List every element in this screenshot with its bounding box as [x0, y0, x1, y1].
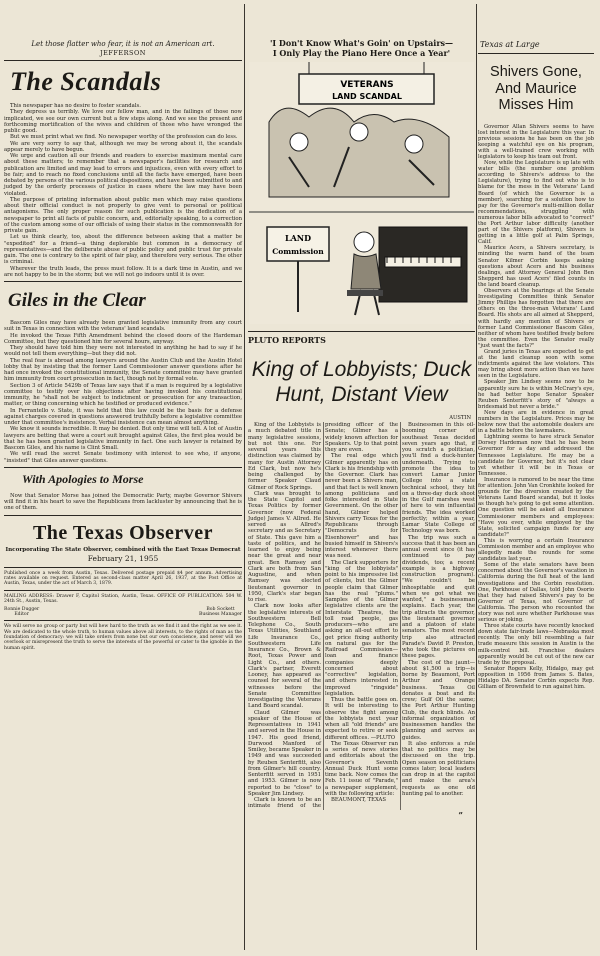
cartoon-caption-line-2: I Only Play the Piano Here Once a Year': [272, 48, 451, 58]
king-paragraph: Claud Gilmer was speaker of the House of Representatives in 1941 and served in the House in 1947. His good friend, Durwood Manford of Smiley, became Speaker in 1949 and was succeeded by Reuben Senterfitt, also from Gilmer's hill country. Senterfitt served in 1951 and 1953. Gilmer is now reported to be "close" to Speaker Jim Lindsey.: [248, 709, 321, 797]
scandals-editorial: [4, 103, 242, 278]
shivers-paragraph: Governor Allan Shivers seems to have lost interest in the Legislature this year. In previous sessions he has been on the job keeping a watchful eye on his program, with a well-trained crew working with legislators to keep his team out front.: [478, 123, 594, 160]
king-paragraph: The Clark supporters for "king of the lobbyists" point to his impressive list of clients, but the Gilmer people claim that Gilmer has the real "plums." Samples of the Gilmer legislative clients are the Interstate Theatres, the toll road people, gas producers—who are asking an all-out effort to get price fixing authority on natural gas for the Railroad Commission—loan and finance companies deeply concerned about "corrective" legislation, and others interested in improved "ringside" legislation.: [325, 559, 398, 697]
cartoon-sign-veterans: VETERANS: [340, 80, 394, 90]
king-paragraph: The cost of the jaunt—about $1,500 a trip—is borne by Beaumont, Port Arthur and Orange business. Texas Oil donates a boat and its crew; Gulf Oil the same; the Port Arthur Hunting Club, the duck blinds. An informal organization of businessmen handles the planning and serves as guides.: [402, 659, 475, 741]
giles-paragraph: In Ferrantello v. State, it was held that this law could be the basis for a defense against charges covered in questions answered truthfully before a legislative committee under that committee's insistence. Verbal insistence can mean almost anything.: [4, 407, 242, 426]
shivers-paragraph: Some of the state senators have been concerned about the Governor's vacation in California during the full heat of the land investigations and the Corbin resolution. One, Parkhouse of Dallas, told John Osorio that they had raised Shivers's pay to be Governor of Texas, not Governor of California. The person who recounted the story was not sure whether Parkhouse was serious or joking.: [478, 562, 594, 624]
scandals-paragraph: But we must print what we find. No newspaper worthy of the profession can do less.: [10, 134, 238, 141]
divider: [248, 331, 475, 332]
giles-paragraph: They should have told him they were not interested in anything he had to say if he would not tell them everything—but they did not.: [4, 345, 242, 358]
jefferson-quote: [4, 40, 242, 57]
staff-box: [4, 607, 242, 618]
divider: [4, 567, 242, 568]
business-manager: [199, 607, 242, 618]
right-column: [478, 0, 594, 690]
shivers-paragraph: Senator Rogers Kelly, Hidalgo, may get opposition in 1956 from James S. Bates, Hidalgo DA. Senator Corbin expects Rep. Gilliam of Brownfield to run against him.: [478, 665, 594, 691]
divider: [4, 590, 242, 591]
masthead-subtitle: Incorporating The State Observer, combined with the East Texas Democrat: [5, 546, 241, 553]
shivers-paragraph: Grand juries in Texas are expected to get at the land cleanup soon with some indictments against the law violators. This may bring about more action than we have seen in the Legislature.: [478, 348, 594, 380]
giles-paragraph: The real fear is abroad among lawyers around the Austin Club and the Austin Hotel lobby that by insisting that the former Land Commissioner answer questions after he had once invoked the constitutional immunity, the Senate committee may have granted him immunity from court prosecution in fact, though not by formal vote.: [4, 357, 242, 383]
editorial-cartoon: [249, 62, 474, 324]
masthead-title: The Texas Observer: [32, 521, 214, 544]
king-paragraph: Clark is known to be an intimate friend of the presiding officer of the Senate; Gilmer has a widely known affection for Speakers. Up to that point they are even.: [248, 422, 398, 810]
shivers-paragraph: Insurance is rumored to be near the time for attention. John Van Cronkhite looked for grounds for the diversion created by the Veterans Land Board scandal, but it looks as though he's going to get some attention. One question will be asked all Insurance Commissioner members and employees: "Have you ever, while employed by the State, solicited campaign funds for any candidate?": [478, 476, 594, 538]
cartoon-caption-line-1: 'I Don't Know What's Goin' on Upstairs—: [269, 38, 454, 48]
end-mark: ”: [458, 809, 463, 820]
divider: [4, 620, 242, 621]
shivers-paragraph: Lightning seems to have struck Senator Dorsey Hardeman now that he has been Governor for a day and addressed the Tennessee Legislature. He may be a candidate for Governor, but it's not clear yet whether it will be in Texas or Tennessee.: [478, 434, 594, 477]
cartoon-sign-land: LAND: [284, 233, 312, 243]
giles-paragraph: Bascom Giles may have already been granted legislative immunity from any court suit in Texas in connection with the veterans' land scandals.: [4, 320, 242, 333]
shivers-paragraph: This is worrying a certain Insurance Commission member and an employee who allegedly made the rounds for some candidates last year.: [478, 537, 594, 563]
king-paragraph: King of the Lobbyists is a much debated title in many legislative sessions, but not this one. For several years this distinction was claimed by many for Austin Attorney Ed Clark, but now he's being challenged by former Speaker Claud Gilmer of Rock Springs.: [248, 422, 321, 491]
editorial-pledge: We will serve no group or party but will hew hard to the truth as we find it and the right as we see it. We are dedicated to the whole truth, to human values above all interests, to the rights of man as the foundation of democracy: we will take orders from none but our own conscience, and never will we overlook or misrepresent the truth to serve the interests of the powerful or cater to the ignoble in the human spirit.: [4, 624, 242, 651]
scandals-paragraph: We are very sorry to say that, although we may be wrong about it, the scandals appear merely to have begun.: [4, 140, 242, 153]
king-paragraph: It also enforces a rule that no politics may be discussed on the trip. Open season on politicians comes later; local leaders can drop in at the capitol and make the area's requests as one old hunting pal to another.: [402, 740, 475, 797]
divider: [4, 515, 242, 516]
apologies-paragraph: Now that Senator Morse has joined the Democratic Party, maybe Governor Shivers will find it in his heart to save the Republicans from lackluster by announcing that he is one of them.: [4, 492, 242, 512]
shivers-paragraph: New days are in evidence in great numbers in the Legislature. Prices may be below now that the automobile dealers are in a battle before the lawmakers.: [478, 409, 594, 435]
divider: [4, 60, 242, 61]
divider: [4, 467, 242, 468]
giles-paragraph: He invoked the Texas Fifth Amendment behind the closed doors of the Hardeman Committee, but they questioned him for several hours, anyway.: [4, 332, 242, 345]
divider: [478, 53, 594, 54]
dateline: AUSTIN: [449, 415, 471, 421]
editor: [4, 607, 39, 618]
divider: [4, 281, 242, 282]
apologies-editorial: [4, 493, 242, 512]
king-paragraph: Thus the battle goes on. It will be interesting to observe the fight among the lobbyists next year when all "old friends" are expected to retire or seek different offices. —PLUTO: [325, 697, 398, 741]
editor-name: Ronnie Dugger: [4, 606, 40, 612]
king-paragraph: Businessmen in this oil-booming corner of southeast Texas decided seven years ago that, if you scratch a politician, you'll find a duck-hunter underneath. Trying to promote the idea to convert Lamar Junior College into a state technical school, they hit on a three-day duck shoot in the Gulf marshes west of here to win influential friends. The idea worked perfectly; within a year, Lamar State College of Technology was born.: [402, 422, 475, 535]
king-paragraph: BEAUMONT, TEXAS: [331, 797, 387, 803]
column-rule: [244, 4, 245, 950]
pluto-reports-label: PLUTO REPORTS: [248, 335, 326, 345]
shivers-paragraph: Observers at the hearings at the Senate Investigating Committee think Senator Jimmy Phillips has forgotten that there are others on the three-man Veterans' Land Board. His shots are all aimed at Shepperd, with hardly any mention of Shivers or former Land Commissioner Bascom Giles, neither of whom have testified freely before the committee. Even the Senator really "just want the facts?": [478, 288, 594, 349]
scandals-paragraph: We urge and caution all our friends and readers to exercise maximum mental care about these matters; to remember that a newspaper's facilities for research and publication are limited and may lead to errors and injustices, even with every effort to be fair; and to reach no fixed conclusions until all the facts have emerged, have been debated by persons of the various political dispositions, and have been submitted to and judged by the orderly processes of justice in cases where the law may have been violated.: [4, 153, 242, 197]
apologies-heading: With Apologies to Morse: [22, 471, 144, 486]
business-manager-name: Bob Sockett: [206, 606, 235, 612]
middle-column: [248, 0, 475, 820]
king-paragraph: The Texas Observer ran a series of news stories and editorials about the Governor's Seventh Annual Duck Hunt some time back. Now comes the Feb. 11 issue of "Parade," a newspaper supplement, with the following article:: [325, 740, 398, 797]
texas-at-large-label: Texas at Large: [480, 40, 540, 49]
editor-role: Editor: [14, 611, 29, 617]
shivers-paragraph: Speaker Jim Lindsey seems now to be apparently sure he is within McCrary's eye, he had better hope Senator Speaker Reuben Senterfitt's story of "always a bridesmaid but never a bride.": [478, 379, 594, 410]
king-of-lobbyists-heading: King of Lobbyists; Duck Hunt, Distant View: [251, 358, 472, 406]
shivers-paragraph: Maurice Acers, a Shivers secretary, is minding the warm hand of the team Senator Kilmer Corbin keeps asking questions about Acers and his business dealings, and Attorney General John Ben Shepperd has used Acers' filed counts in the land board cleanup.: [478, 245, 594, 288]
quote-source: JEFFERSON: [100, 48, 146, 57]
king-paragraph: Clark was brought to the State Capitol and Texas Politics by former Governor (now Federal Judge) James V. Allred. He served as Allred's secretary and as Secretary of State. This gave him a taste of politics, and he learned to enjoy being near the great and near great. Ben Ramsey and Clark are both from San Augustine, and when Ramsey was elected lieutenant governor in 1950, Clark's star began to rise.: [248, 490, 321, 603]
shivers-paragraph: Three state courts have recently knocked down state fair-trade laws—Nebraska most recently. The only bill resembling a fair trade measure this session in Austin is the milk-control bill. Franchise dealers apparently would be cut out of the new car trade by the proposal.: [478, 623, 594, 666]
scandals-heading: The Scandals: [10, 67, 162, 96]
king-paragraph: The trip was such a success that it has been an annual event since (it has continued to pay dividends, too; a recent example is a highway construction program). "We couldn't be inhospitable and quit when we got what we wanted," a businessman explains. Each year, the trip attracts the governor, the lieutenant governor and a platoon of state senators. The most recent trip also attracted Parade's David P. Preston, who took the pictures on these pages.: [402, 534, 475, 660]
column-rule: [476, 4, 477, 950]
giles-paragraph: We will read the secret Senate testimony with interest to see who, if anyone, "insisted" that Giles answer questions.: [4, 451, 242, 464]
scandals-paragraph: Let us think clearly, too, about the difference between asking that a matter be "expedited" for a friend—a thing deplorable but common in a democracy of representatives—and the deliberate abuse of public policy and public trust for private gain. The one is contrary to the spirit of fair play, and therefore very serious. The other is criminal.: [4, 234, 242, 266]
shivers-article-body: [478, 124, 594, 691]
business-manager-role: Business Manager: [198, 611, 242, 617]
mailing-address: MAILING ADDRESS: Drawer F, Capitol Station, Austin, Texas. OFFICE OF PUBLICATION: 504 W. 24th St., Austin, Texas.: [4, 593, 242, 605]
shivers-paragraph: Now, while the Legislature is up late with water bills (the number one problem according to Shivers's address to the Legislature), trying to find out who is to blame for the mess in the Veterans' Land Board (of which the Governor is a member), searching for a solution how to pay for the Governor's multi-million dollar recommendations, struggling with numerous labor bills advocated to "correct" the Port Arthur labor difficulty (another part of the Shivers platform), Shivers is getting in a little golf at Palm Springs, Calif.: [478, 160, 594, 246]
cartoon-caption: [248, 38, 475, 58]
shivers-heading: Shivers Gone, And Maurice Misses Him: [490, 64, 582, 113]
giles-paragraph: Section 3 of Article 5429b of Texas law says that if a man is required by a legislative committee to testify over his objections after having invoked his constitutional immunity, he "shall not be subject to indictment or prosecution for any transaction, matter, or thing concerning which he testified or produced evidence.": [4, 382, 242, 408]
king-paragraph: The real edge which Gilmer apparently has on Clark is his friendship with the Governor. Clark has never been a Shivers man, and that fact is well known among politicians and folks interested in State Government. On the other hand, Gilmer helped Shivers carry Texas for the Republicans through "Democrats for Eisenhower" and has busied himself in Shivers's interest whenever there was need.: [325, 453, 398, 560]
left-column: [4, 0, 242, 651]
masthead-date: February 21, 1955: [87, 553, 159, 563]
giles-heading: Giles in the Clear: [8, 290, 146, 311]
cartoon-sign-land-scandal: LAND SCANDAL: [332, 92, 402, 101]
giles-editorial: [4, 320, 242, 464]
king-article-body: [248, 422, 475, 810]
scandals-paragraph: Wherever the truth leads, the press must follow. It is a dark time in Austin, and we are not happy to be in the storm; but we will not go indoors until it is over.: [4, 265, 242, 278]
scandals-paragraph: This newspaper has no desire to foster scandals.: [10, 103, 141, 109]
scandals-paragraph: The purpose of printing information about public men which may raise questions about their official conduct is not properly to give vent to personal or political antagonisms. The only proper reason for such publication is the dedication of a newspaper to print all facts of public concern, and, editorially speaking, to a correction of the custom among some of our officials of using their status in the commonwealth for private gain.: [4, 196, 242, 234]
giles-paragraph: We know it sounds incredible. It may be denied. But only time will tell. A lot of Austin lawyers are betting that were a court suit brought against Giles, the first plea would be that he has been granted legislative immunity in fact. One such lawyer is retained by Bascom Giles, and his name is Clint Small.: [4, 426, 242, 451]
king-paragraph: Clark now looks after the legislative interests of Southwestern Bell Telephone Co., South Texas Utilities, Southland Life Insurance Co., Southwestern Life Insurance Co., Brown & Root, Texas Power and Light Co., and others. Clark's partner, Everett Looney, has appeared as counsel for several of the witnesses before the Senate Committee investigating the Veterans Land Board scandal.: [248, 603, 321, 710]
publication-info: Published once a week from Austin, Texas. Delivered postage prepaid $4 per annum. Advertising rates available on request. Entered as second-class matter April 26, 1937, at the Post Office at Austin, Texas, under the act of March 3, 1879.: [4, 570, 242, 587]
scandals-paragraph: They depress us terribly. We love our fellow man, and in the failings of those now implicated, we see our own current but a few steps along. And we see the present and forthcoming mortification of the wives and children of those who have wronged the public good.: [4, 109, 242, 134]
quote-line: Let those flatter who fear, it is not an American art.: [31, 40, 215, 48]
cartoon-sign-commission: Commission: [272, 247, 324, 256]
